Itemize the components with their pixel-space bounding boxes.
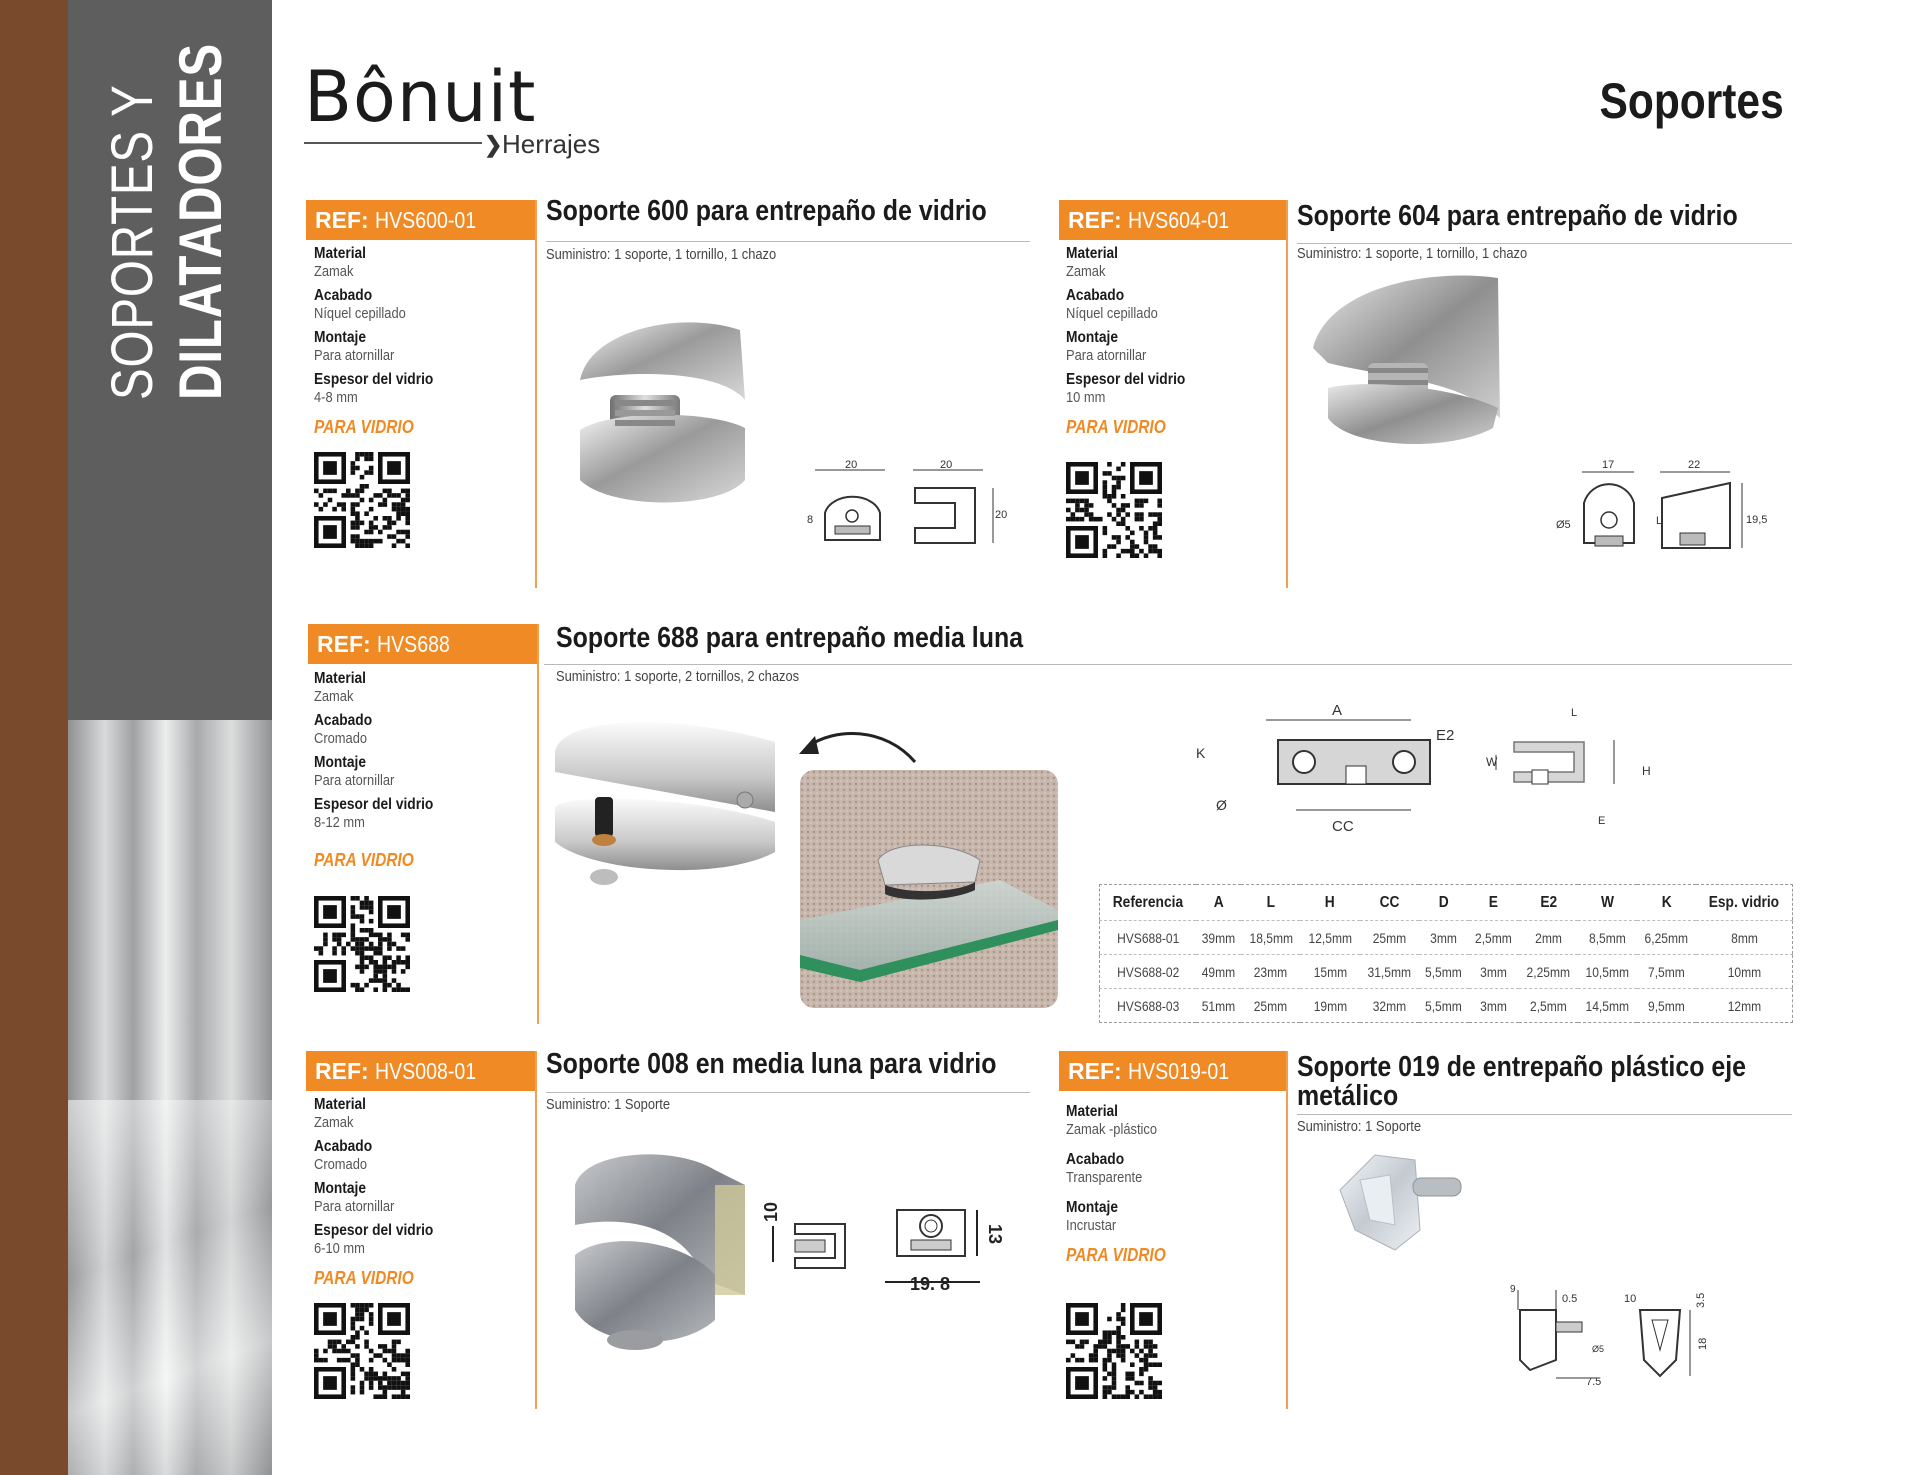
header-text: Referencia — [1112, 893, 1184, 911]
ref-tag-hvs019 — [1059, 1051, 1286, 1091]
table-header-cell — [1696, 885, 1792, 921]
ref-tag-hvs600 — [306, 200, 536, 240]
cell-text: 2mm — [1534, 929, 1562, 946]
product-title: Soporte 688 para entrepaño media luna — [556, 622, 1024, 654]
ref-label: REF: — [1068, 1058, 1122, 1084]
dim-label: L — [1656, 515, 1663, 527]
cell-text: 25mm — [1254, 997, 1288, 1014]
curved-arrow-icon — [795, 722, 925, 772]
dim-label: 18 — [1697, 1337, 1709, 1350]
table-cell — [1696, 921, 1792, 955]
table-cell — [1469, 955, 1519, 989]
table-cell — [1300, 955, 1359, 989]
table-cell — [1196, 955, 1241, 989]
ref-tag-hvs604 — [1059, 200, 1286, 240]
table-header-cell — [1637, 885, 1696, 921]
installed-photo-hvs688 — [800, 770, 1058, 1008]
ref-label: REF: — [315, 1058, 369, 1084]
product-photo-hvs008 — [565, 1145, 750, 1355]
spec-material — [1066, 1103, 1266, 1139]
dim-label: 20 — [845, 459, 858, 471]
spec-label: Material — [314, 245, 367, 262]
cell-text: HVS688-03 — [1116, 997, 1180, 1014]
spec-montaje — [1066, 1199, 1266, 1235]
brand-name: Bônuit — [304, 56, 537, 138]
spec-value: Níquel cepillado — [314, 305, 406, 322]
spec-value: Transparente — [1066, 1169, 1143, 1186]
spec-value: Para atornillar — [314, 772, 395, 789]
table-row — [1100, 955, 1793, 989]
product-supply: Suministro: 1 soporte, 2 tornillos, 2 chazos — [556, 668, 800, 685]
technical-drawing-hvs008 — [761, 1190, 1005, 1300]
table-cell — [1637, 955, 1696, 989]
dim-label: W — [1486, 755, 1498, 769]
table-cell — [1196, 989, 1241, 1023]
dim-label: 20 — [940, 459, 953, 471]
spec-label: Material — [314, 1096, 367, 1113]
dimensions-table — [1099, 884, 1793, 1023]
cell-text: 31,5mm — [1367, 963, 1411, 980]
product-photo-hvs688 — [550, 712, 780, 892]
qr-code[interactable] — [314, 452, 410, 548]
product-title: Soporte 604 para entrepaño de vidrio — [1297, 200, 1738, 232]
spec-espesor — [314, 796, 514, 832]
table-cell — [1419, 921, 1469, 955]
spec-montaje — [1066, 329, 1266, 365]
table-header-cell — [1241, 885, 1300, 921]
table-header-cell — [1419, 885, 1469, 921]
cell-text: 19mm — [1313, 997, 1347, 1014]
table-header-cell — [1300, 885, 1359, 921]
header-text: W — [1600, 893, 1614, 911]
product-supply: Suministro: 1 soporte, 1 tornillo, 1 chazo — [546, 246, 777, 263]
title-underline — [546, 241, 1030, 242]
dim-label: 7.5 — [1586, 1376, 1602, 1388]
cell-text: 25mm — [1372, 929, 1406, 946]
cell-text: 12mm — [1727, 997, 1761, 1014]
dim-label: CC — [1332, 818, 1354, 835]
table-cell — [1241, 955, 1300, 989]
cell-text: 12,5mm — [1308, 929, 1352, 946]
table-header-cell — [1578, 885, 1637, 921]
dim-label: Ø — [1216, 797, 1227, 813]
header-text: E2 — [1539, 893, 1557, 911]
cell-text: 3mm — [1480, 963, 1508, 980]
spec-value: Zamak — [314, 263, 354, 280]
product-photo-hvs604 — [1308, 268, 1508, 458]
table-body — [1100, 921, 1793, 1023]
product-title: Soporte 600 para entrepaño de vidrio — [546, 195, 987, 227]
product-title — [1297, 1053, 1746, 1111]
technical-drawing-hvs604 — [1550, 458, 1770, 558]
orange-divider — [537, 624, 539, 1024]
spec-label: Montaje — [314, 754, 366, 771]
para-vidrio-tag: PARA VIDRIO — [314, 1268, 414, 1288]
spec-value: Cromado — [314, 1156, 368, 1173]
spec-label: Acabado — [314, 287, 373, 304]
header-text: D — [1438, 893, 1449, 911]
spec-espesor — [314, 1222, 514, 1258]
spec-montaje — [314, 754, 514, 790]
table-cell — [1578, 921, 1637, 955]
table-header-cell — [1360, 885, 1419, 921]
qr-code[interactable] — [1066, 462, 1162, 558]
table-cell — [1419, 989, 1469, 1023]
ref-tag-hvs688 — [308, 624, 538, 664]
cell-text: 6,25mm — [1644, 929, 1689, 946]
dim-label: 13 — [985, 1224, 1005, 1245]
spec-label: Espesor del vidrio — [314, 1222, 434, 1239]
dim-label: E — [1598, 815, 1606, 827]
dim-label: E2 — [1436, 727, 1455, 744]
dim-label: 3.5 — [1695, 1292, 1707, 1308]
dim-label: A — [1332, 702, 1343, 719]
chevron-right-icon: ❯ — [484, 132, 503, 157]
para-vidrio-tag: PARA VIDRIO — [1066, 417, 1166, 437]
spec-value: Para atornillar — [1066, 347, 1147, 364]
spec-material — [314, 245, 514, 281]
table-cell — [1637, 921, 1696, 955]
table-row — [1100, 921, 1793, 955]
dim-label: Ø5 — [1592, 1344, 1605, 1354]
cell-text: 10,5mm — [1585, 963, 1630, 980]
table-cell — [1419, 955, 1469, 989]
title-underline — [544, 664, 1792, 665]
spec-label: Espesor del vidrio — [314, 796, 434, 813]
table-cell — [1519, 989, 1578, 1023]
ref-label: REF: — [317, 631, 371, 657]
brushed-steel-band — [68, 720, 272, 1475]
dim-label: 19. 8 — [910, 1274, 951, 1294]
spec-label: Material — [1066, 245, 1119, 262]
qr-code[interactable] — [1066, 1303, 1162, 1399]
product-title-line2: metálico — [1297, 1080, 1399, 1112]
spec-value: Incrustar — [1066, 1217, 1117, 1234]
header-text: Esp. vidrio — [1708, 893, 1780, 911]
cell-text: 39mm — [1201, 929, 1236, 946]
technical-drawing-hvs688 — [1196, 700, 1666, 840]
spec-acabado — [314, 287, 514, 323]
ref-code: HVS688 — [377, 631, 450, 657]
page-section-title: Soportes — [1599, 73, 1784, 129]
spec-list — [1066, 1103, 1266, 1266]
spec-list — [314, 245, 514, 438]
ref-tag-hvs008 — [306, 1051, 536, 1091]
product-photo-hvs019 — [1335, 1150, 1465, 1255]
cell-text: 3mm — [1430, 929, 1458, 946]
cell-text: 2,5mm — [1475, 929, 1513, 946]
cell-text: 32mm — [1372, 997, 1406, 1014]
dim-label: 20 — [995, 509, 1008, 521]
product-supply: Suministro: 1 soporte, 1 tornillo, 1 chazo — [1297, 245, 1528, 262]
brand-logo — [304, 56, 624, 162]
spec-acabado — [1066, 287, 1266, 323]
table-header-cell — [1519, 885, 1578, 921]
spec-espesor — [314, 371, 514, 407]
cell-text: 49mm — [1201, 963, 1236, 980]
dim-label: 19,5 — [1746, 514, 1768, 526]
cell-text: 14,5mm — [1585, 997, 1630, 1014]
header-text: E — [1489, 893, 1499, 911]
cell-text: 3mm — [1480, 997, 1508, 1014]
spec-material — [314, 670, 514, 706]
table-cell — [1360, 955, 1419, 989]
table-cell — [1100, 989, 1196, 1023]
cell-text: 8,5mm — [1589, 929, 1626, 946]
cell-text: 2,25mm — [1526, 963, 1571, 980]
table-cell — [1196, 921, 1241, 955]
spec-label: Material — [1066, 1103, 1119, 1120]
cell-text: 5,5mm — [1425, 963, 1463, 980]
table-cell — [1100, 955, 1196, 989]
spec-acabado — [314, 712, 514, 748]
logo-underline — [304, 142, 482, 144]
spec-espesor — [1066, 371, 1266, 407]
product-supply: Suministro: 1 Soporte — [546, 1096, 671, 1113]
spec-value: Zamak — [314, 1114, 354, 1131]
dim-label: 10 — [761, 1201, 781, 1222]
spec-label: Acabado — [314, 712, 373, 729]
dim-label: Ø5 — [1556, 519, 1571, 531]
para-vidrio-tag: PARA VIDRIO — [314, 850, 414, 870]
orange-divider — [535, 1051, 537, 1409]
dim-label: 22 — [1688, 459, 1701, 471]
spec-value: 6-10 mm — [314, 1240, 365, 1257]
table-cell — [1578, 989, 1637, 1023]
table-cell — [1469, 989, 1519, 1023]
spec-label: Montaje — [314, 1180, 366, 1197]
spec-acabado — [314, 1138, 514, 1174]
product-title: Soporte 008 en media luna para vidrio — [546, 1048, 997, 1080]
product-photo-hvs600 — [570, 310, 760, 510]
cell-text: 18,5mm — [1249, 929, 1293, 946]
table-cell — [1100, 921, 1196, 955]
spec-value: 4-8 mm — [314, 389, 358, 406]
spec-label: Acabado — [1066, 287, 1125, 304]
dim-label: K — [1196, 745, 1206, 761]
cell-text: 10mm — [1727, 963, 1761, 980]
table-cell — [1469, 921, 1519, 955]
header-text: CC — [1379, 893, 1400, 911]
table-header-cell — [1469, 885, 1519, 921]
spec-material — [314, 1096, 514, 1132]
header-text: K — [1661, 893, 1672, 911]
table-header-cell — [1196, 885, 1241, 921]
spec-label: Acabado — [1066, 1151, 1125, 1168]
spec-value: Para atornillar — [314, 347, 395, 364]
table-cell — [1360, 921, 1419, 955]
cell-text: 7,5mm — [1648, 963, 1686, 980]
product-supply: Suministro: 1 Soporte — [1297, 1118, 1422, 1135]
dim-label: H — [1642, 764, 1651, 778]
spec-label: Acabado — [314, 1138, 373, 1155]
ref-code: HVS600-01 — [375, 207, 477, 233]
para-vidrio-tag: PARA VIDRIO — [1066, 1245, 1166, 1265]
spec-label: Montaje — [1066, 329, 1118, 346]
qr-code[interactable] — [314, 896, 410, 992]
dim-label: 17 — [1602, 459, 1615, 471]
header-text: H — [1324, 893, 1335, 911]
product-title-line1: Soporte 019 de entrepaño plástico eje — [1297, 1051, 1747, 1083]
spec-montaje — [314, 1180, 514, 1216]
ref-label: REF: — [1068, 207, 1122, 233]
sidebar-title-line1: SOPORTES Y — [100, 84, 165, 400]
spec-label: Montaje — [314, 329, 366, 346]
spec-list — [314, 1096, 514, 1289]
title-underline — [1297, 243, 1792, 244]
brand-subtitle: Herrajes — [502, 129, 601, 159]
table-cell — [1578, 955, 1637, 989]
table-cell — [1519, 955, 1578, 989]
spec-montaje — [314, 329, 514, 365]
spec-material — [1066, 245, 1266, 281]
spec-acabado — [1066, 1151, 1266, 1187]
cell-text: 2,5mm — [1529, 997, 1567, 1014]
cell-text: HVS688-02 — [1116, 963, 1180, 980]
spec-value: Níquel cepillado — [1066, 305, 1158, 322]
table-cell — [1360, 989, 1419, 1023]
sidebar-category-title — [100, 0, 236, 400]
orange-divider — [535, 200, 537, 588]
table-cell — [1696, 989, 1792, 1023]
spec-value: Zamak -plástico — [1066, 1121, 1158, 1138]
cell-text: 51mm — [1201, 997, 1236, 1014]
orange-divider — [1286, 1051, 1288, 1409]
table-cell — [1300, 921, 1359, 955]
table-cell — [1241, 921, 1300, 955]
orange-divider — [1286, 200, 1288, 588]
cell-text: 23mm — [1254, 963, 1288, 980]
spec-label: Espesor del vidrio — [1066, 371, 1186, 388]
spec-list — [314, 670, 514, 871]
table-row — [1100, 989, 1793, 1023]
dim-label: 9 — [1510, 1284, 1516, 1295]
cell-text: 5,5mm — [1425, 997, 1463, 1014]
spec-list — [1066, 245, 1266, 438]
dim-label: 10 — [1624, 1293, 1637, 1305]
spec-value: Zamak — [314, 688, 354, 705]
ref-label: REF: — [315, 207, 369, 233]
table-cell — [1637, 989, 1696, 1023]
cell-text: 15mm — [1313, 963, 1347, 980]
spec-value: Para atornillar — [314, 1198, 395, 1215]
header-text: A — [1213, 893, 1224, 911]
technical-drawing-hvs600 — [805, 458, 1015, 558]
dim-label: L — [1571, 707, 1578, 719]
dim-label: 0.5 — [1562, 1293, 1578, 1305]
spec-label: Montaje — [1066, 1199, 1118, 1216]
dim-label: 8 — [807, 514, 814, 526]
brown-side-band — [0, 0, 68, 1475]
ref-code: HVS008-01 — [375, 1058, 477, 1084]
sidebar-title-line2: DILATADORES — [167, 42, 234, 400]
table-header-row — [1100, 885, 1793, 921]
table-cell — [1300, 989, 1359, 1023]
spec-label: Espesor del vidrio — [314, 371, 434, 388]
table-header-cell — [1100, 885, 1196, 921]
ref-code: HVS019-01 — [1128, 1058, 1230, 1084]
spec-value: Cromado — [314, 730, 368, 747]
header-text: L — [1266, 893, 1276, 911]
title-underline — [1297, 1114, 1792, 1115]
qr-code[interactable] — [314, 1303, 410, 1399]
para-vidrio-tag: PARA VIDRIO — [314, 417, 414, 437]
technical-drawing-hvs019 — [1500, 1280, 1740, 1390]
spec-value: Zamak — [1066, 263, 1106, 280]
spec-value: 8-12 mm — [314, 814, 365, 831]
table-cell — [1696, 955, 1792, 989]
cell-text: 8mm — [1730, 929, 1758, 946]
table-cell — [1241, 989, 1300, 1023]
cell-text: HVS688-01 — [1116, 929, 1180, 946]
spec-value: 10 mm — [1066, 389, 1106, 406]
title-underline — [546, 1092, 1030, 1093]
spec-label: Material — [314, 670, 367, 687]
cell-text: 9,5mm — [1648, 997, 1686, 1014]
table-cell — [1519, 921, 1578, 955]
ref-code: HVS604-01 — [1128, 207, 1230, 233]
